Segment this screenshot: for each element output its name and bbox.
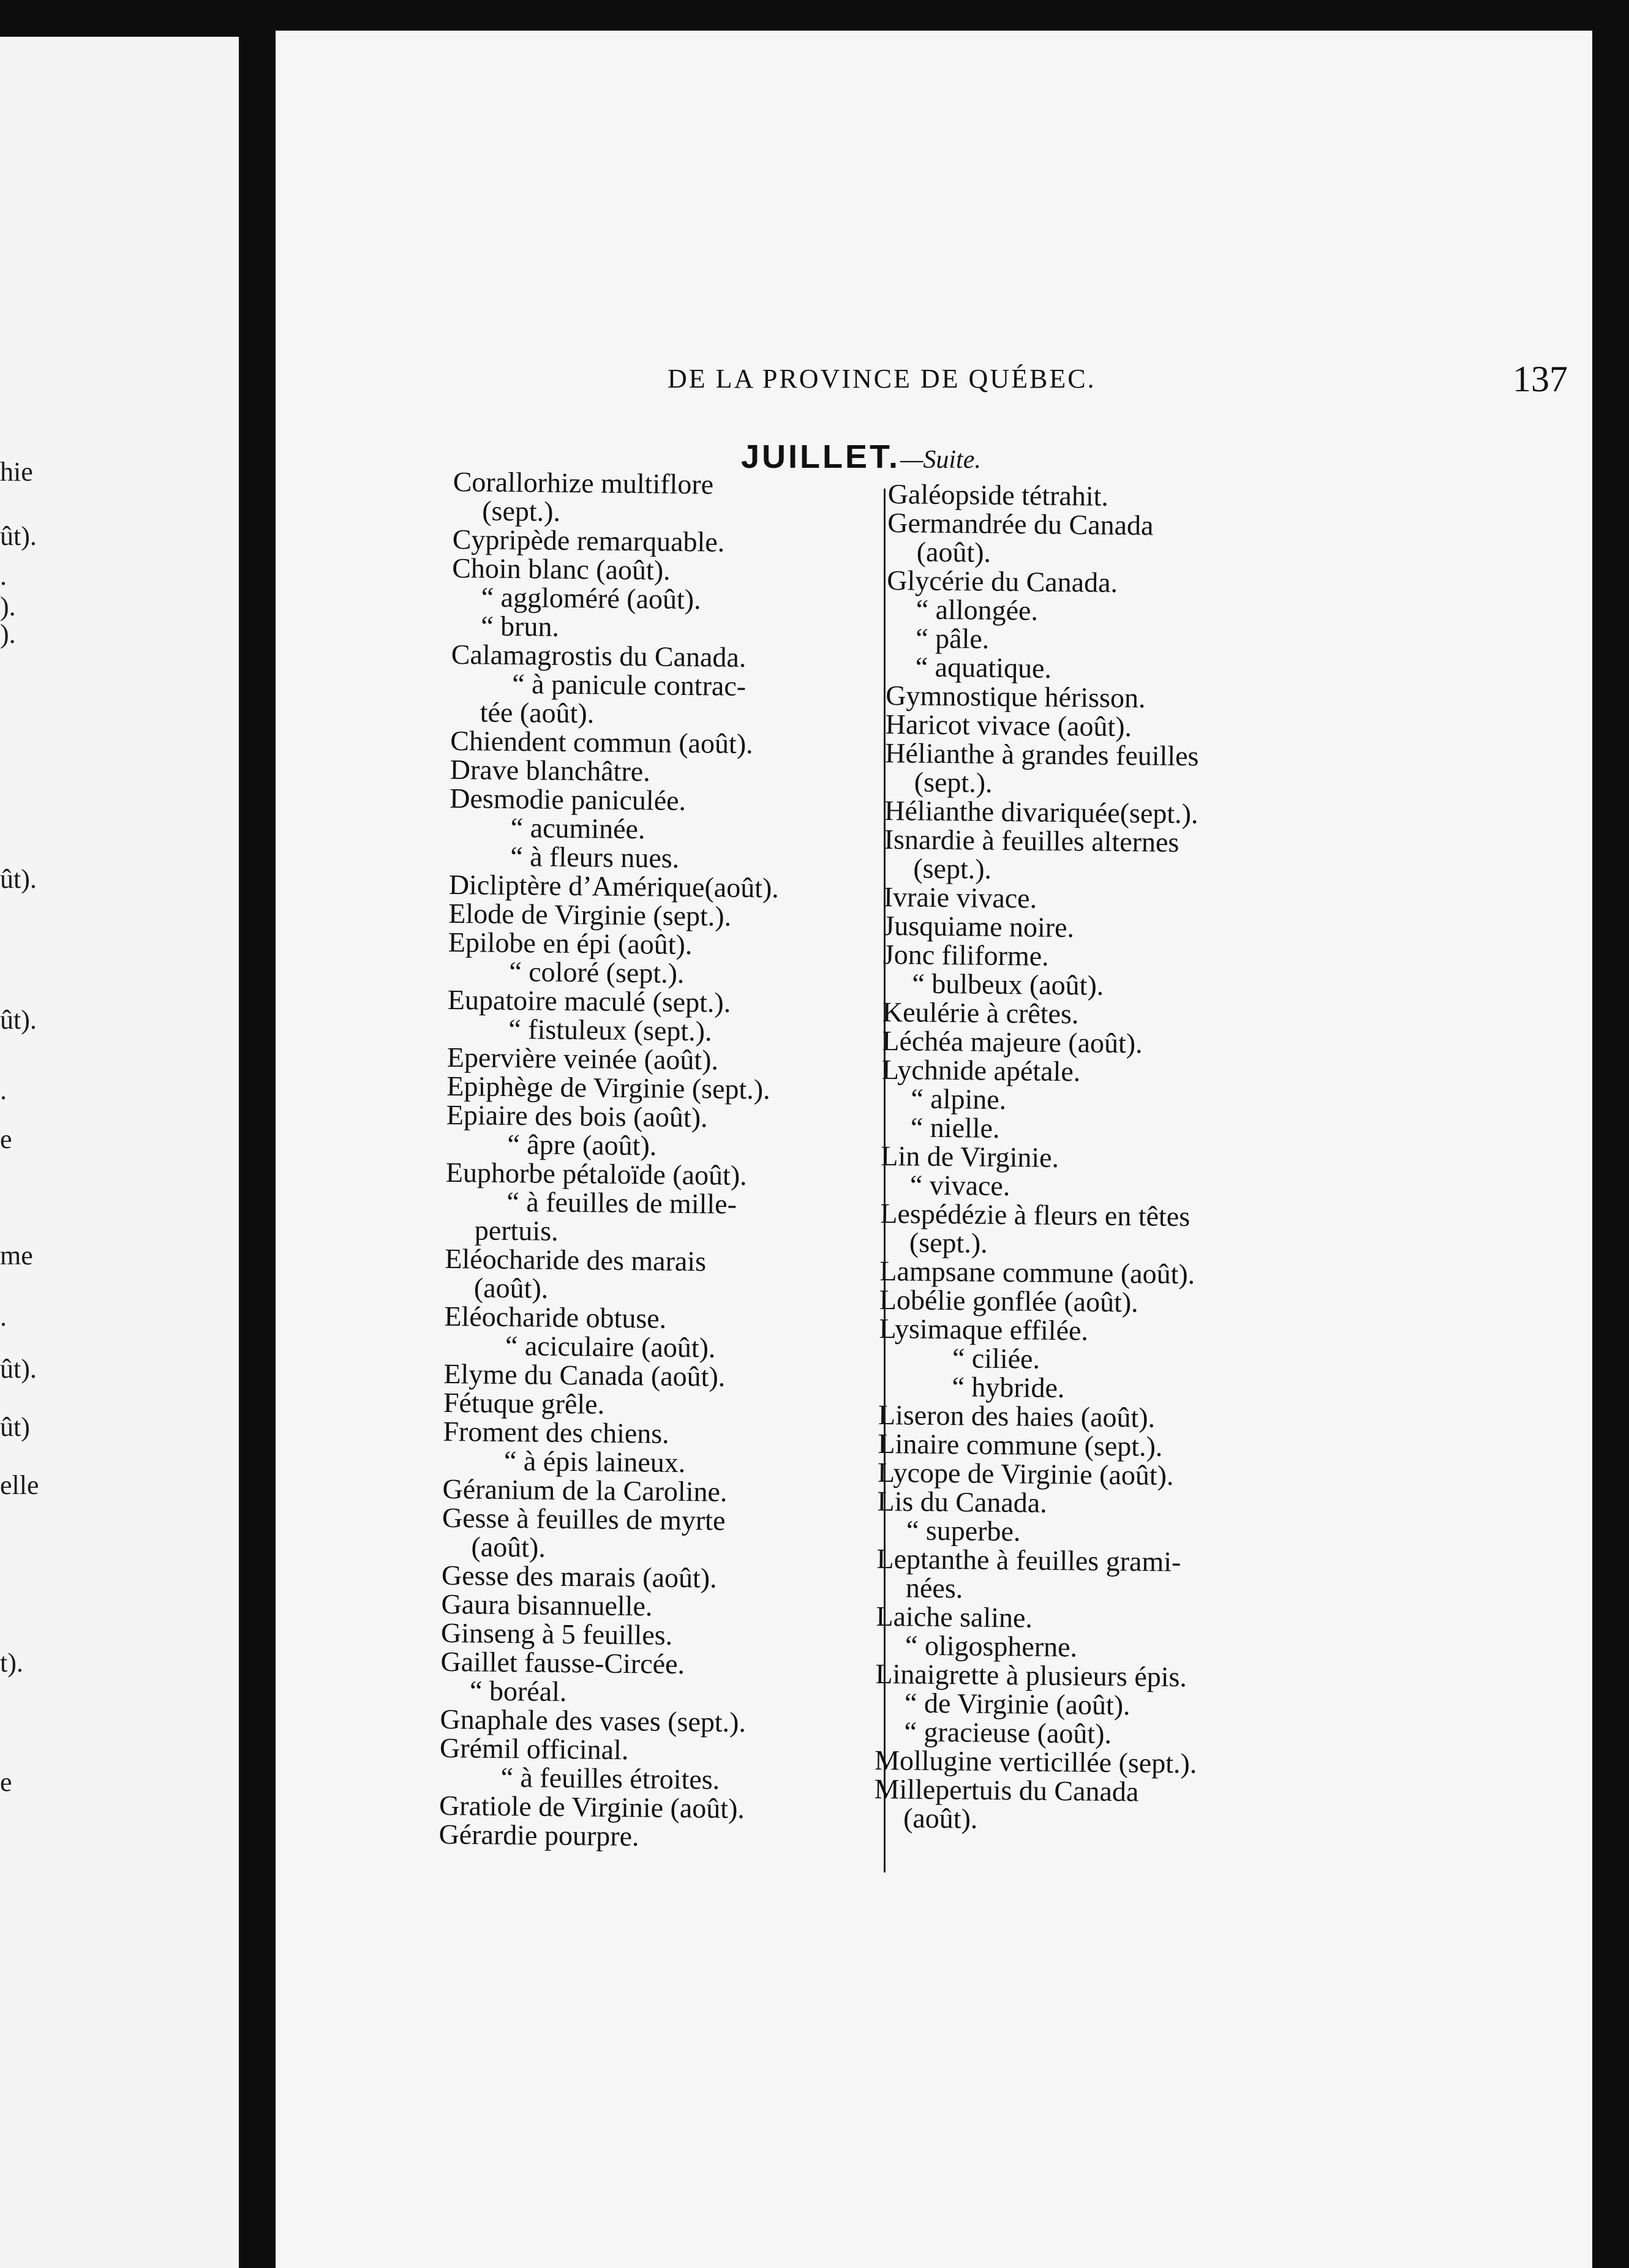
list-item: Chiendent commun (août).: [450, 724, 753, 760]
list-item: “ bulbeux (août).: [912, 967, 1104, 1001]
list-item: pertuis.: [474, 1214, 559, 1247]
list-item: Jusquiame noire.: [883, 909, 1075, 944]
list-item: “ à panicule contrac-: [512, 668, 747, 702]
list-item: “ ciliée.: [952, 1342, 1040, 1375]
list-item: “ nielle.: [910, 1111, 1000, 1144]
list-item: Linaigrette à plusieurs épis.: [875, 1658, 1187, 1693]
list-item: (sept.).: [481, 495, 561, 527]
running-head-title: DE LA PROVINCE DE QUÉBEC.: [668, 364, 1096, 394]
list-item: (sept.).: [909, 1226, 988, 1259]
facing-page-text-fragment: ût).: [0, 1005, 37, 1035]
list-item: “ à épis laineux.: [503, 1444, 686, 1479]
list-item: “ allongée.: [916, 593, 1039, 626]
list-item: “ âpre (août).: [507, 1128, 657, 1162]
list-item: Mollugine verticillée (sept.).: [874, 1744, 1197, 1779]
list-item: Fétuque grêle.: [443, 1386, 605, 1420]
facing-page-text-fragment: e: [0, 1767, 12, 1797]
list-item: Eléocharide obtuse.: [444, 1300, 667, 1334]
list-item: “ gracieuse (août).: [904, 1716, 1112, 1749]
section-title-suffix: —Suite.: [900, 446, 981, 474]
list-item: (août).: [916, 536, 991, 568]
list-item: Gesse des marais (août).: [441, 1559, 717, 1594]
facing-page-text-fragment: elle: [0, 1470, 39, 1500]
list-item: Lysimaque effilée.: [879, 1312, 1089, 1346]
left-column: [438, 467, 839, 1852]
list-item: “ aggloméré (août).: [481, 581, 701, 615]
facing-page-text-fragment: e: [0, 1124, 12, 1154]
list-item: “ à feuilles étroites.: [500, 1761, 720, 1795]
facing-page-text-fragment: ût).: [0, 1354, 37, 1384]
list-item: Géranium de la Caroline.: [442, 1473, 728, 1508]
list-item: “ boréal.: [469, 1675, 567, 1708]
list-item: Lychnide apétale.: [881, 1053, 1081, 1087]
list-item: Hélianthe divariquée(sept.).: [884, 794, 1198, 830]
list-item: “ fistuleux (sept.).: [508, 1013, 712, 1047]
facing-page-fragment: [0, 37, 239, 2268]
list-item: Cypripède remarquable.: [452, 523, 725, 558]
book-page: [276, 31, 1592, 2268]
list-item: “ alpine.: [911, 1083, 1007, 1116]
list-item: “ superbe.: [906, 1514, 1021, 1547]
list-item: Germandrée du Canada: [887, 506, 1154, 541]
list-item: Calamagrostis du Canada.: [451, 638, 747, 674]
list-item: “ à feuilles de mille-: [506, 1185, 737, 1220]
list-item: Liseron des haies (août).: [878, 1399, 1156, 1433]
facing-page-text-fragment: ût): [0, 1412, 30, 1442]
list-item: “ aquatique.: [915, 651, 1052, 684]
list-item: “ aciculaire (août).: [505, 1329, 716, 1364]
facing-page-text-fragment: ).: [0, 619, 16, 649]
list-item: Epilobe en épi (août).: [448, 926, 693, 961]
list-item: Gaillet fausse-Circée.: [440, 1645, 685, 1680]
page-number: 137: [1513, 359, 1568, 399]
list-item: Elode de Virginie (sept.).: [448, 897, 732, 932]
list-item: Lin de Virginie.: [881, 1140, 1059, 1173]
facing-page-text-fragment: t).: [0, 1648, 23, 1678]
list-item: Epervière veinée (août).: [446, 1041, 719, 1076]
facing-page-text-fragment: ût).: [0, 864, 37, 894]
list-item: (août).: [471, 1531, 546, 1563]
list-item: Isnardie à feuilles alternes: [884, 823, 1179, 858]
list-item: Linaire commune (sept.).: [878, 1427, 1163, 1462]
right-column: [874, 479, 1280, 1836]
list-item: Hélianthe à grandes feuilles: [885, 737, 1199, 772]
list-item: “ vivace.: [909, 1169, 1010, 1202]
list-item: Lobélie gonflée (août).: [879, 1283, 1138, 1318]
list-item: Keulérie à crêtes.: [882, 996, 1079, 1030]
section-title: [741, 438, 1353, 476]
list-item: Gymnostique hérisson.: [886, 679, 1146, 714]
facing-page-text-fragment: hie: [0, 457, 33, 487]
list-item: Euphorbe pétaloïde (août).: [445, 1156, 747, 1192]
list-item: Gaura bisannuelle.: [441, 1588, 653, 1622]
list-item: Ginseng à 5 feuilles.: [440, 1617, 673, 1651]
facing-page-text-fragment: ût).: [0, 521, 37, 551]
facing-page-text-fragment: .: [0, 1302, 7, 1332]
list-item: Froment des chiens.: [443, 1415, 669, 1449]
facing-page-text-fragment: .: [0, 1075, 7, 1105]
list-item: Lampsane commune (août).: [879, 1255, 1195, 1290]
list-item: Léchéa majeure (août).: [882, 1024, 1143, 1059]
list-item: “ hybride.: [952, 1371, 1065, 1404]
section-title-main: JUILLET.: [741, 438, 901, 475]
list-item: “ acuminée.: [510, 812, 645, 845]
list-item: Lis du Canada.: [877, 1485, 1047, 1519]
list-item: (août).: [473, 1272, 549, 1304]
list-item: “ pâle.: [916, 622, 990, 655]
list-item: Choin blanc (août).: [452, 552, 671, 586]
list-item: Eléocharide des marais: [445, 1242, 707, 1277]
list-item: tée (août).: [480, 696, 595, 729]
list-item: Drave blanchâtre.: [450, 753, 651, 787]
list-item: nées.: [905, 1572, 963, 1604]
list-item: Gérardie pourpre.: [438, 1818, 639, 1852]
list-item: Gesse à feuilles de myrte: [442, 1501, 726, 1536]
list-item: Lespédézie à fleurs en têtes: [880, 1197, 1191, 1233]
list-item: Galéopside tétrahit.: [887, 478, 1109, 512]
list-item: “ à fleurs nues.: [510, 841, 680, 874]
list-item: Eupatoire maculé (sept.).: [447, 983, 731, 1018]
list-item: Gratiole de Virginie (août).: [438, 1789, 745, 1825]
facing-page-text-fragment: me: [0, 1241, 33, 1271]
list-item: Ivraie vivace.: [883, 881, 1037, 914]
running-head: [668, 359, 1568, 412]
list-item: “ coloré (sept.).: [509, 956, 685, 989]
list-item: Epiphège de Virginie (sept.).: [446, 1070, 770, 1105]
list-item: Gnaphale des vases (sept.).: [440, 1703, 747, 1738]
list-item: (sept.).: [914, 766, 993, 798]
list-item: Desmodie paniculée.: [450, 782, 687, 817]
list-item: Haricot vivace (août).: [885, 708, 1132, 743]
list-item: Leptanthe à feuilles grami-: [876, 1542, 1181, 1578]
list-item: Lycope de Virginie (août).: [877, 1456, 1174, 1491]
list-item: Epiaire des bois (août).: [446, 1098, 708, 1133]
list-item: Laiche saline.: [876, 1600, 1033, 1634]
list-item: Dicliptère d’Amérique(août).: [448, 868, 780, 904]
list-item: Elyme du Canada (août).: [443, 1357, 726, 1392]
facing-page-text-fragment: .: [0, 561, 7, 591]
list-item: Corallorhize multiflore: [453, 466, 714, 500]
list-item: Jonc filiforme.: [882, 938, 1049, 972]
list-item: “ de Virginie (août).: [904, 1687, 1131, 1721]
list-item: (sept.).: [913, 852, 992, 885]
list-item: Grémil officinal.: [439, 1732, 629, 1766]
list-item: “ brun.: [481, 610, 560, 642]
list-item: Glycérie du Canada.: [887, 564, 1118, 598]
list-item: (août).: [903, 1802, 978, 1834]
list-item: Millepertuis du Canada: [874, 1773, 1139, 1808]
facing-page-text-fragment: ).: [0, 591, 16, 621]
list-item: “ oligospherne.: [905, 1629, 1078, 1663]
